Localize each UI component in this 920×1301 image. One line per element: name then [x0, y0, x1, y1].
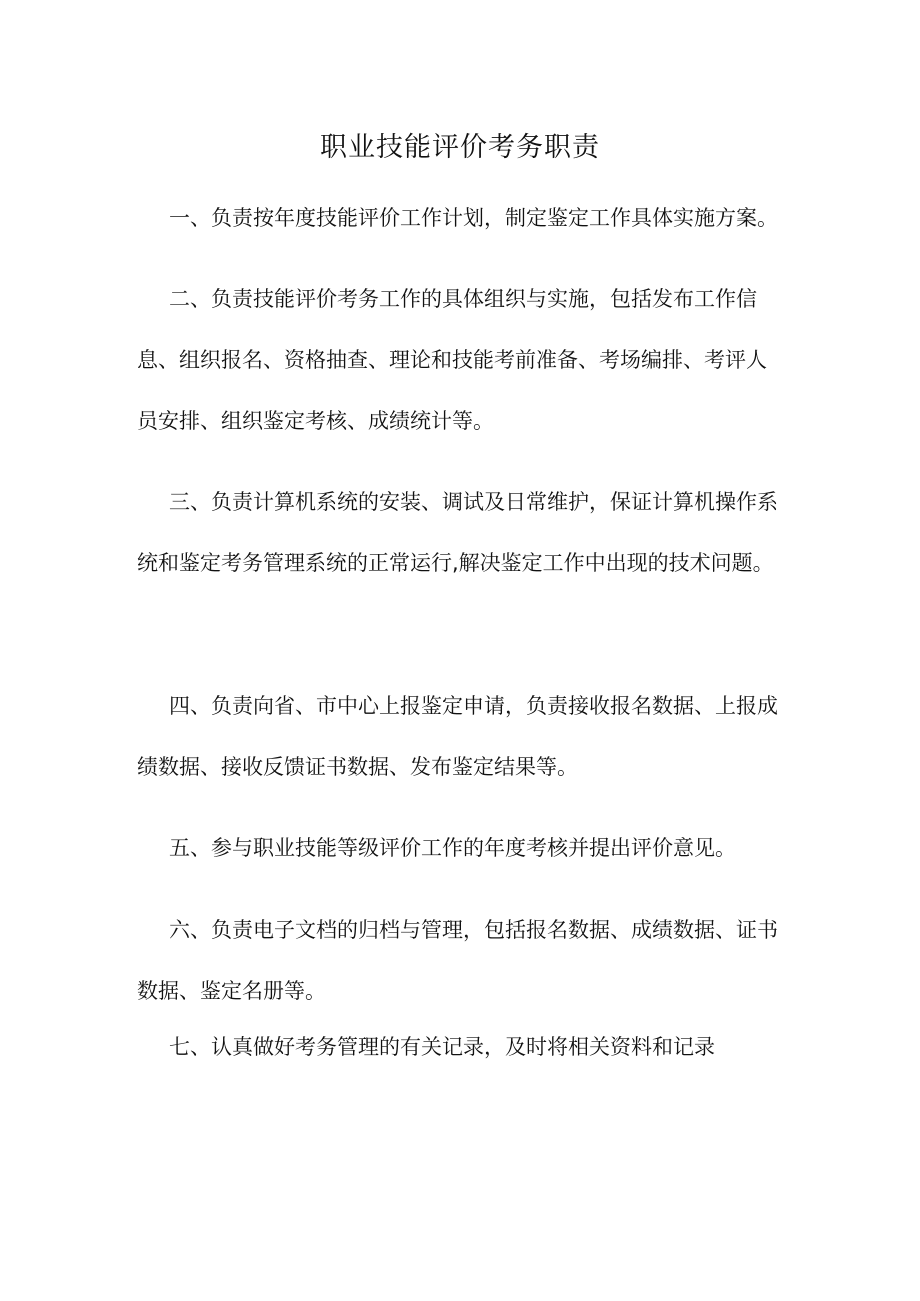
duty-paragraph-6: 六、负责电子文档的归档与管理，包括报名数据、成绩数据、证书数据、鉴定名册等。 — [137, 918, 778, 1003]
duty-paragraph-2: 二、负责技能评价考务工作的具体组织与实施，包括发布工作信息、组织报名、资格抽查、理论和技能考前准备、考场编排、考评人员安排、组织鉴定考核、成绩统计等。 — [137, 287, 767, 433]
duty-paragraph-5: 五、参与职业技能等级评价工作的年度考核并提出评价意见。 — [169, 836, 736, 860]
duty-paragraph-1: 一、负责按年度技能评价工作计划，制定鉴定工作具体实施方案。 — [169, 206, 778, 230]
duty-paragraph-3: 三、负责计算机系统的安装、调试及日常维护，保证计算机操作系统和鉴定考务管理系统的正常运行,解决鉴定工作中出现的技术问题。 — [137, 490, 778, 575]
duty-paragraph-4: 四、负责向省、市中心上报鉴定申请，负责接收报名数据、上报成绩数据、接收反馈证书数据、发布鉴定结果等。 — [137, 694, 778, 779]
document-title: 职业技能评价考务职责 — [320, 132, 600, 163]
duty-paragraph-7: 七、认真做好考务管理的有关记录，及时将相关资料和记录 — [169, 1035, 715, 1059]
